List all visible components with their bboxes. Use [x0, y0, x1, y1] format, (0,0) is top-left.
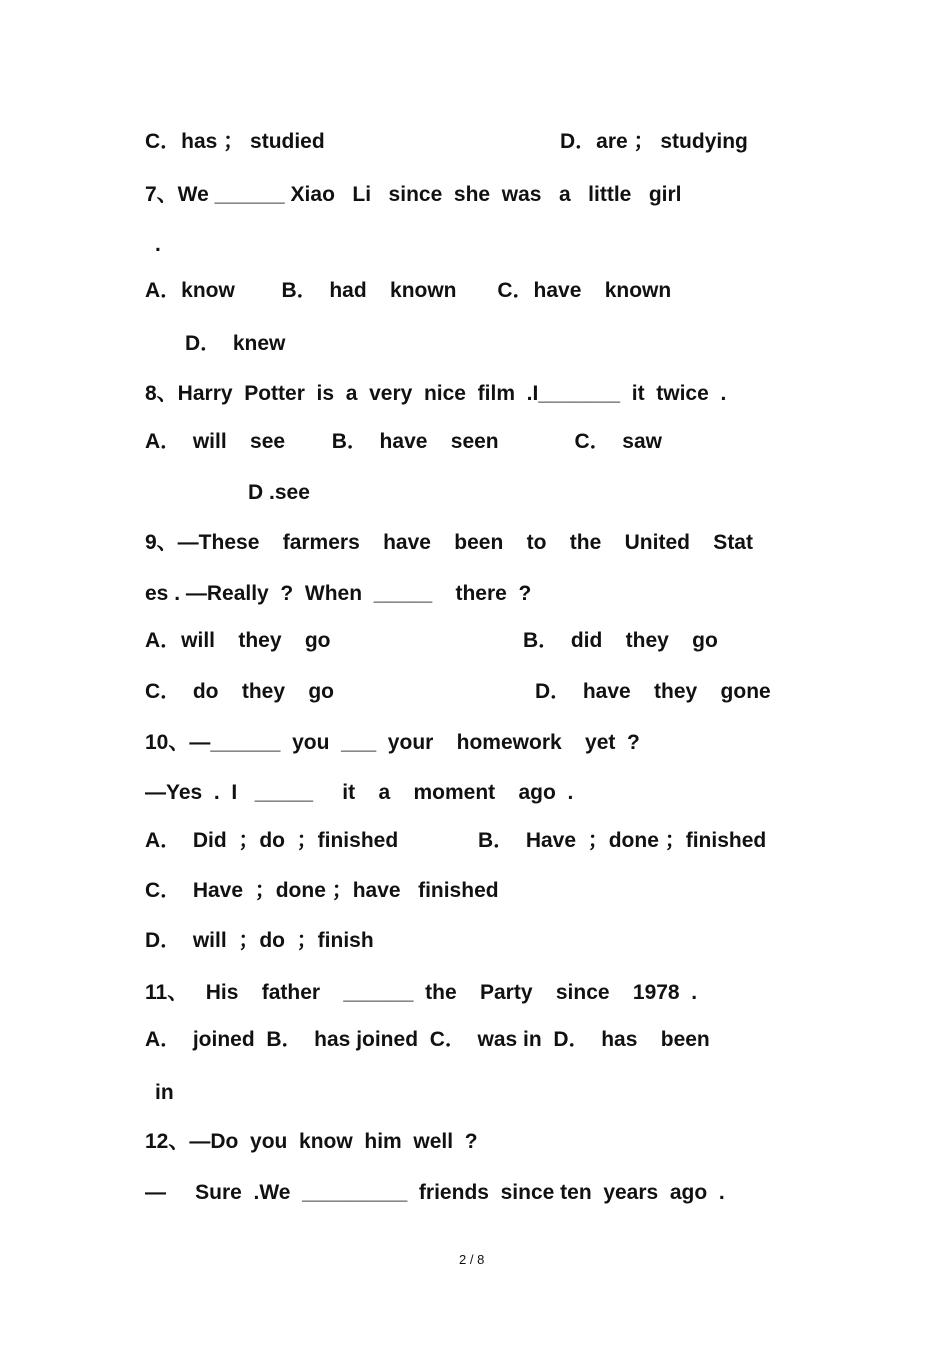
text-line-d-option: D．are ； studying — [560, 130, 748, 153]
question-9-option-d: D． have they gone — [535, 680, 771, 703]
question-10-option-d: D． will ；do ；finish — [145, 929, 374, 952]
question-11-end: in — [155, 1081, 174, 1104]
question-9-option-b: B． did they go — [523, 629, 718, 652]
page-number: 2 / 8 — [459, 1252, 485, 1267]
question-9-line1: 9、—These farmers have been to the United Stat — [145, 531, 753, 554]
question-9-option-a: A．will they go — [145, 629, 331, 652]
question-8: 8、Harry Potter is a very nice film .I_______ it twice . — [145, 382, 727, 405]
question-12-line1: 12、—Do you know him well ? — [145, 1130, 478, 1153]
question-10-option-b: B． Have ；done ；finished — [478, 829, 767, 852]
question-10-line1: 10、—______ you ___ your homework yet ? — [145, 731, 640, 754]
question-12-line2: — Sure .We _________ friends since ten years ago . — [145, 1181, 725, 1204]
question-11-options: A． joined B． has joined C． was in D． has been — [145, 1028, 710, 1051]
question-9-option-c: C． do they go — [145, 680, 334, 703]
question-10-option-a: A． Did ；do ；finished — [145, 829, 399, 852]
question-7-option-d: D． knew — [185, 332, 286, 355]
question-9-line2: es . —Really ? When _____ there ? — [145, 582, 532, 605]
question-10-option-c: C． Have ；done ；have finished — [145, 879, 499, 902]
question-7: 7、We ______ Xiao Li since she was a little girl — [145, 183, 682, 206]
question-7-options-abc: A．know B． had known C．have known — [145, 279, 672, 302]
text-line-c-option: C．has ； studied — [145, 130, 325, 153]
question-11: 11、 His father ______ the Party since 1978 . — [145, 981, 698, 1004]
question-8-options-abc: A． will see B． have seen C． saw — [145, 430, 663, 453]
question-8-option-d: D .see — [248, 481, 310, 504]
question-7-end: . — [155, 233, 161, 256]
question-10-line2: —Yes . I _____ it a moment ago . — [145, 781, 574, 804]
